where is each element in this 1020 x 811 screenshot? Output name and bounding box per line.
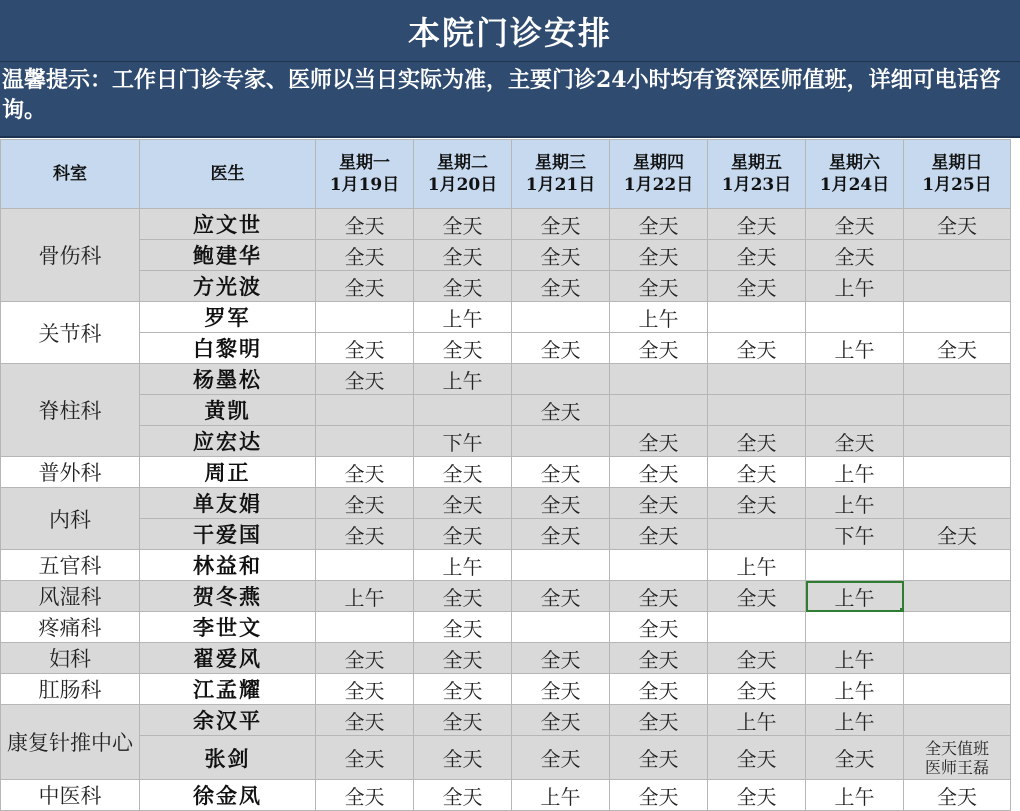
table-row [1,519,1011,550]
schedule-cell[interactable] [904,581,1011,612]
table-row [1,240,1011,271]
doctor-cell[interactable]: 干爱国 [140,519,316,550]
schedule-cell[interactable]: 全天 [316,488,414,519]
schedule-cell[interactable]: 全天 [708,488,806,519]
doctor-cell[interactable]: 林益和 [140,550,316,581]
schedule-cell[interactable] [414,395,512,426]
header-day[interactable] [610,140,708,209]
schedule-cell[interactable]: 全天 [316,674,414,705]
table-row [1,780,1011,811]
schedule-cell[interactable] [904,736,1011,780]
department-cell[interactable]: 五官科 [1,550,140,581]
schedule-cell[interactable]: 全天 [512,395,610,426]
selected-cell[interactable]: 上午 [806,581,904,612]
schedule-cell[interactable] [708,612,806,643]
header-doctor[interactable]: 医生 [140,140,316,209]
schedule-cell[interactable]: 全天 [708,457,806,488]
schedule-cell[interactable]: 全天 [904,519,1011,550]
schedule-cell[interactable]: 上午 [806,457,904,488]
department-cell[interactable]: 风湿科 [1,581,140,612]
schedule-cell[interactable]: 全天 [610,488,708,519]
doctor-cell[interactable]: 单友娟 [140,488,316,519]
table-row [1,209,1011,240]
schedule-cell[interactable]: 全天 [414,674,512,705]
header-row [1,140,1011,209]
schedule-cell[interactable]: 全天 [414,780,512,811]
table-row [1,612,1011,643]
date-label: 1月21日 [525,175,596,195]
schedule-cell[interactable]: 全天 [708,780,806,811]
schedule-cell[interactable] [904,302,1011,333]
doctor-cell[interactable]: 方光波 [140,271,316,302]
schedule-cell[interactable] [806,364,904,395]
schedule-cell[interactable]: 全天 [904,209,1011,240]
schedule-cell[interactable]: 全天 [316,364,414,395]
schedule-cell[interactable]: 全天 [316,705,414,736]
date-label: 1月25日 [922,175,992,195]
schedule-cell[interactable]: 下午 [806,519,904,550]
schedule-cell[interactable] [904,488,1011,519]
schedule-cell[interactable]: 全天 [708,674,806,705]
schedule-cell[interactable]: 全天 [414,581,512,612]
doctor-cell[interactable]: 李世文 [140,612,316,643]
schedule-cell[interactable] [316,302,414,333]
schedule-cell[interactable]: 上午 [512,780,610,811]
schedule-cell[interactable]: 上午 [806,271,904,302]
header-dept[interactable]: 科室 [1,140,140,209]
schedule-cell[interactable]: 全天 [316,333,414,364]
department-cell[interactable]: 普外科 [1,457,140,488]
doctor-cell[interactable]: 应宏达 [140,426,316,457]
schedule-cell[interactable]: 全天 [414,271,512,302]
header-day[interactable] [904,140,1011,209]
header-day[interactable] [512,140,610,209]
schedule-cell[interactable] [316,612,414,643]
schedule-cell[interactable] [610,550,708,581]
schedule-cell[interactable]: 全天 [316,271,414,302]
header-day[interactable] [708,140,806,209]
schedule-cell[interactable]: 全天 [610,674,708,705]
header-day[interactable] [316,140,414,209]
schedule-cell[interactable] [904,457,1011,488]
schedule-cell[interactable]: 全天 [512,240,610,271]
table-row [1,488,1011,519]
schedule-cell[interactable]: 全天 [512,333,610,364]
schedule-cell[interactable]: 全天 [610,736,708,780]
schedule-cell[interactable]: 全天 [414,333,512,364]
duty-note: 全天值班医师王磊 [924,738,989,777]
schedule-cell[interactable]: 全天 [904,780,1011,811]
schedule-cell[interactable]: 全天 [610,426,708,457]
schedule-cell[interactable]: 全天 [316,457,414,488]
schedule-cell[interactable] [512,550,610,581]
department-cell[interactable]: 肛肠科 [1,674,140,705]
table-row [1,395,1011,426]
department-cell[interactable]: 中医科 [1,780,140,811]
notice-banner: 温馨提示：工作日门诊专家、医师以当日实际为准，主要门诊24小时均有资深医师值班，详细可电话咨询。 [0,62,1020,138]
schedule-cell[interactable] [904,240,1011,271]
schedule-cell[interactable] [512,364,610,395]
schedule-cell[interactable]: 全天 [414,488,512,519]
schedule-cell[interactable]: 上午 [414,302,512,333]
weekday-label: 星期二 [437,153,488,173]
date-label: 1月22日 [623,175,694,195]
schedule-cell[interactable]: 全天 [610,240,708,271]
schedule-cell[interactable] [806,302,904,333]
schedule-cell[interactable] [904,271,1011,302]
schedule-cell[interactable]: 全天 [316,209,414,240]
schedule-table [0,139,1011,811]
schedule-cell[interactable]: 全天 [806,209,904,240]
schedule-cell[interactable]: 全天 [610,271,708,302]
table-row [1,581,1011,612]
schedule-cell[interactable]: 全天 [316,780,414,811]
schedule-cell[interactable] [316,395,414,426]
schedule-cell[interactable] [904,674,1011,705]
schedule-cell[interactable]: 全天 [610,780,708,811]
schedule-cell[interactable]: 全天 [414,457,512,488]
schedule-cell[interactable]: 全天 [806,426,904,457]
schedule-cell[interactable] [904,395,1011,426]
schedule-cell[interactable]: 全天 [610,612,708,643]
schedule-cell[interactable] [806,395,904,426]
schedule-cell[interactable]: 全天 [708,333,806,364]
schedule-cell[interactable]: 全天 [316,643,414,674]
schedule-cell[interactable]: 上午 [806,705,904,736]
schedule-cell[interactable]: 上午 [414,364,512,395]
weekday-label: 星期三 [535,153,586,173]
schedule-cell[interactable]: 全天 [512,581,610,612]
doctor-cell[interactable]: 翟爱风 [140,643,316,674]
schedule-cell[interactable]: 全天 [316,736,414,780]
schedule-cell[interactable]: 全天 [806,240,904,271]
schedule-cell[interactable] [316,426,414,457]
table-row [1,364,1011,395]
table-row [1,674,1011,705]
schedule-cell[interactable] [512,426,610,457]
schedule-cell[interactable]: 全天 [512,209,610,240]
schedule-cell[interactable]: 全天 [414,240,512,271]
schedule-cell[interactable]: 全天 [512,271,610,302]
weekday-label: 星期四 [633,153,684,173]
schedule-cell[interactable] [512,612,610,643]
schedule-cell[interactable]: 全天 [610,519,708,550]
schedule-cell[interactable]: 上午 [414,550,512,581]
doctor-cell[interactable]: 江孟耀 [140,674,316,705]
header-day[interactable] [414,140,512,209]
schedule-cell[interactable]: 全天 [904,333,1011,364]
schedule-cell[interactable]: 上午 [316,581,414,612]
schedule-cell[interactable]: 上午 [708,705,806,736]
schedule-cell[interactable]: 全天 [610,643,708,674]
schedule-cell[interactable]: 下午 [414,426,512,457]
department-cell[interactable]: 妇科 [1,643,140,674]
schedule-cell[interactable] [904,612,1011,643]
schedule-cell[interactable]: 上午 [806,643,904,674]
schedule-cell[interactable]: 全天 [708,209,806,240]
department-cell[interactable]: 疼痛科 [1,612,140,643]
table-row [1,736,1011,780]
weekday-label: 星期日 [931,153,983,173]
schedule-cell[interactable] [708,395,806,426]
doctor-cell[interactable]: 余汉平 [140,705,316,736]
schedule-cell[interactable]: 全天 [512,643,610,674]
schedule-body [1,209,1011,811]
schedule-cell[interactable] [512,302,610,333]
department-cell[interactable]: 关节科 [1,302,140,364]
schedule-cell[interactable]: 全天 [708,643,806,674]
schedule-cell[interactable]: 全天 [708,426,806,457]
schedule-cell[interactable]: 全天 [610,581,708,612]
schedule-cell[interactable]: 全天 [316,240,414,271]
schedule-cell[interactable] [708,519,806,550]
schedule-cell[interactable]: 全天 [512,457,610,488]
department-cell[interactable]: 脊柱科 [1,364,140,457]
schedule-cell[interactable] [904,426,1011,457]
schedule-cell[interactable]: 上午 [806,780,904,811]
schedule-cell[interactable]: 全天 [316,519,414,550]
date-label: 1月20日 [427,175,498,195]
doctor-cell[interactable]: 周正 [140,457,316,488]
schedule-cell[interactable] [904,643,1011,674]
schedule-cell[interactable] [708,364,806,395]
schedule-cell[interactable] [316,550,414,581]
table-row [1,705,1011,736]
table-row [1,426,1011,457]
department-cell[interactable]: 康复针推中心 [1,705,140,780]
table-row [1,271,1011,302]
schedule-cell[interactable]: 全天 [512,674,610,705]
table-row [1,457,1011,488]
schedule-cell[interactable]: 全天 [512,488,610,519]
table-row [1,302,1011,333]
schedule-cell[interactable] [806,550,904,581]
schedule-cell[interactable]: 全天 [512,705,610,736]
weekday-label: 星期五 [731,153,782,173]
doctor-cell[interactable]: 黄凯 [140,395,316,426]
date-label: 1月23日 [721,175,792,195]
doctor-cell[interactable]: 徐金凤 [140,780,316,811]
schedule-cell[interactable]: 上午 [806,333,904,364]
fill-handle[interactable] [900,608,904,612]
schedule-cell[interactable]: 上午 [708,550,806,581]
department-cell[interactable]: 内科 [1,488,140,550]
table-row [1,333,1011,364]
schedule-cell[interactable]: 全天 [414,612,512,643]
schedule-cell[interactable]: 全天 [806,736,904,780]
doctor-cell[interactable]: 张剑 [140,736,316,780]
weekday-label: 星期六 [829,153,880,173]
table-row [1,550,1011,581]
doctor-cell[interactable]: 杨墨松 [140,364,316,395]
schedule-cell[interactable]: 全天 [708,581,806,612]
schedule-cell[interactable] [904,364,1011,395]
schedule-cell[interactable]: 全天 [610,333,708,364]
doctor-cell[interactable]: 白黎明 [140,333,316,364]
schedule-cell[interactable] [610,395,708,426]
department-cell[interactable]: 骨伤科 [1,209,140,302]
schedule-cell[interactable]: 上午 [610,302,708,333]
schedule-cell[interactable]: 上午 [806,674,904,705]
schedule-cell[interactable]: 全天 [414,643,512,674]
date-label: 1月19日 [329,175,400,195]
schedule-cell[interactable]: 全天 [610,457,708,488]
weekday-label: 星期一 [339,153,390,173]
schedule-cell[interactable]: 上午 [806,488,904,519]
schedule-cell[interactable]: 全天 [708,736,806,780]
doctor-cell[interactable]: 罗军 [140,302,316,333]
schedule-cell[interactable] [904,705,1011,736]
schedule-cell[interactable]: 全天 [414,736,512,780]
date-label: 1月24日 [819,175,890,195]
schedule-cell[interactable]: 全天 [610,209,708,240]
schedule-cell[interactable]: 全天 [708,240,806,271]
schedule-cell[interactable]: 全天 [512,736,610,780]
schedule-cell[interactable]: 全天 [414,705,512,736]
table-row [1,643,1011,674]
schedule-cell[interactable]: 全天 [610,705,708,736]
schedule-cell[interactable] [806,612,904,643]
schedule-cell[interactable]: 全天 [414,209,512,240]
doctor-cell[interactable]: 贺冬燕 [140,581,316,612]
schedule-cell[interactable]: 全天 [512,519,610,550]
schedule-cell[interactable] [610,364,708,395]
page-title: 本院门诊安排 [0,0,1020,62]
doctor-cell[interactable]: 鲍建华 [140,240,316,271]
schedule-cell[interactable]: 全天 [708,271,806,302]
schedule-cell[interactable] [708,302,806,333]
header-day[interactable] [806,140,904,209]
schedule-cell[interactable]: 全天 [414,519,512,550]
doctor-cell[interactable]: 应文世 [140,209,316,240]
schedule-cell[interactable] [904,550,1011,581]
